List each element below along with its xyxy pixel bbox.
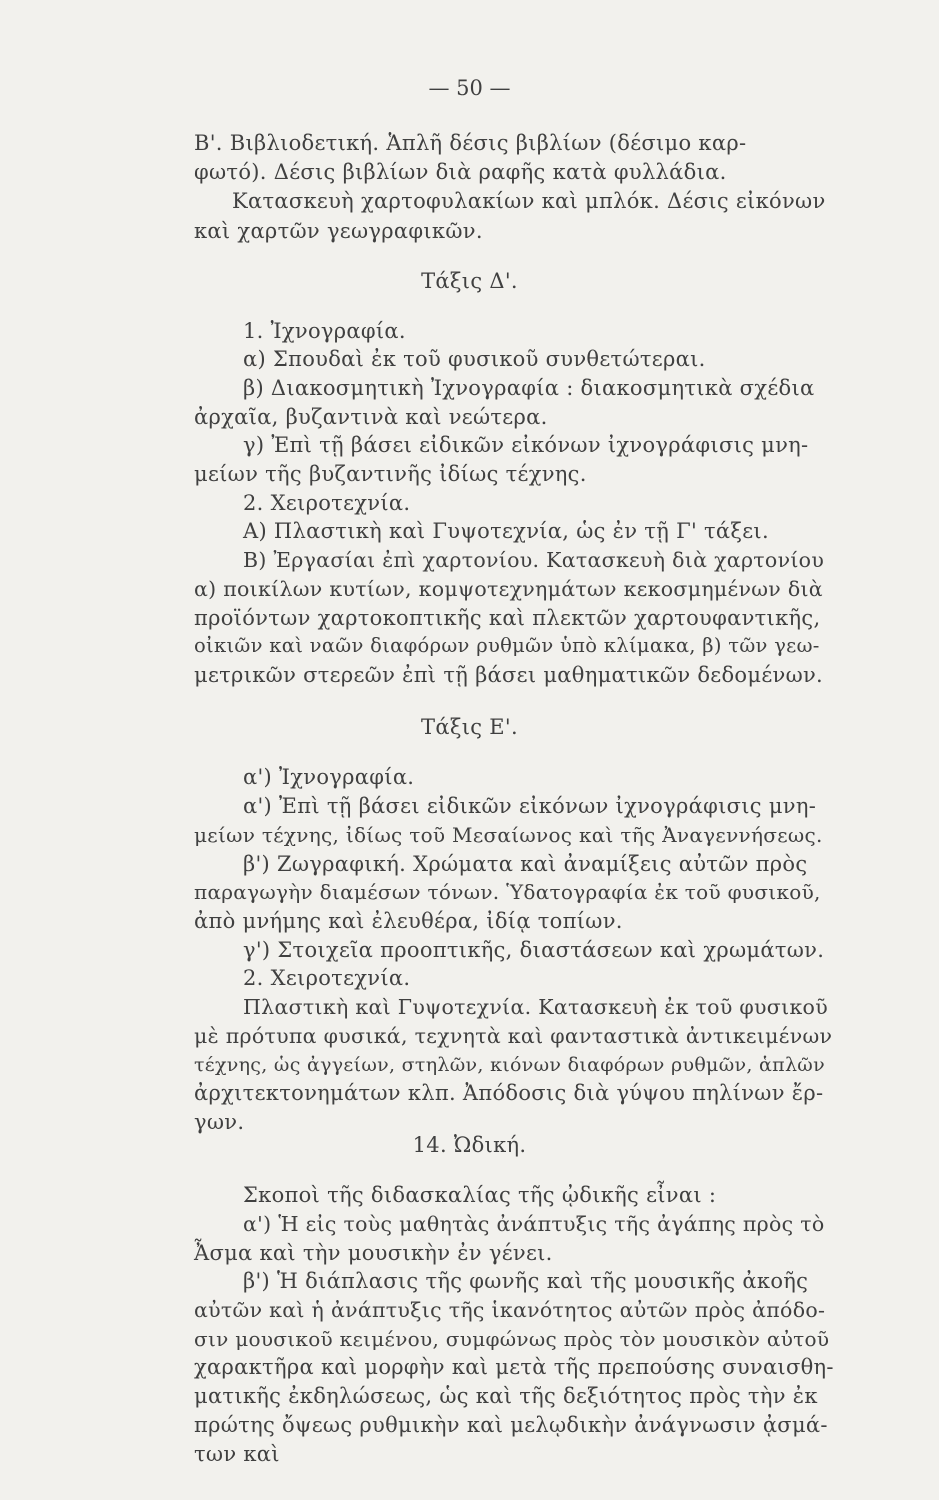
- text-line: τέχνης, ὡς ἀγγείων, στηλῶν, κιόνων διαφόρων ρυθμῶν, ἁπλῶν: [194, 1054, 825, 1076]
- text-line: α) Σπουδαὶ ἐκ τοῦ φυσικοῦ συνθετώτεραι.: [243, 347, 706, 371]
- text-line: Ἆσμα καὶ τὴν μουσικὴν ἐν γένει.: [194, 1241, 553, 1265]
- text-line: ἀπὸ μνήμης καὶ ἐλευθέρα, ἰδίᾳ τοπίων.: [194, 909, 623, 933]
- text-line: οἰκιῶν καὶ ναῶν διαφόρων ρυθμῶν ὑπὸ κλίμακα, β) τῶν γεω-: [194, 634, 820, 657]
- text-line: α') Ἡ εἰς τοὺς μαθητὰς ἀνάπτυξις τῆς ἀγάπης πρὸς τὸ: [243, 1212, 825, 1236]
- text-line: Πλαστικὴ καὶ Γυψοτεχνία. Κατασκευὴ ἐκ τοῦ φυσικοῦ: [243, 995, 828, 1019]
- text-line: α') Ἰχνογραφία.: [243, 765, 415, 789]
- text-line: ἀρχιτεκτονημάτων κλπ. Ἀπόδοσις διὰ γύψου πηλίνων ἔρ-: [194, 1081, 824, 1105]
- text-line: προϊόντων χαρτοκοπτικῆς καὶ πλεκτῶν χαρτουφαντικῆς,: [194, 606, 821, 630]
- text-line: γ') Στοιχεῖα προοπτικῆς, διαστάσεων καὶ χρωμάτων.: [243, 938, 825, 962]
- text-line: μετρικῶν στερεῶν ἐπὶ τῇ βάσει μαθηματικῶν δεδομένων.: [194, 663, 824, 687]
- text-line: α') Ἐπὶ τῇ βάσει εἰδικῶν εἰκόνων ἰχνογράφισις μνη-: [243, 794, 817, 818]
- text-line: πρώτης ὄψεως ρυθμικὴν καὶ μελῳδικὴν ἀνάγνωσιν ᾀσμά-: [194, 1413, 828, 1437]
- text-line: αὐτῶν καὶ ἡ ἀνάπτυξις τῆς ἱκανότητος αὐτῶν πρὸς ἀπόδο-: [194, 1298, 826, 1322]
- text-line: γ) Ἐπὶ τῇ βάσει εἰδικῶν εἰκόνων ἰχνογράφισις μνη-: [243, 433, 809, 457]
- text-line: ἀρχαῖα, βυζαντινὰ καὶ νεώτερα.: [194, 405, 548, 429]
- text-line: σιν μουσικοῦ κειμένου, συμφώνως πρὸς τὸν μουσικὸν αὐτοῦ: [194, 1327, 830, 1351]
- text-line: καὶ χαρτῶν γεωγραφικῶν.: [194, 219, 483, 243]
- text-line: Β) Ἐργασίαι ἐπὶ χαρτονίου. Κατασκευὴ διὰ χαρτονίου: [243, 548, 825, 572]
- text-line: Α) Πλαστικὴ καὶ Γυψοτεχνία, ὡς ἐν τῇ Γ' τάξει.: [243, 519, 769, 543]
- text-line: β') Ζωγραφική. Χρώματα καὶ ἀναμίξεις αὐτῶν πρὸς: [243, 852, 808, 876]
- page-number: — 50 —: [428, 76, 511, 100]
- text-line: μὲ πρότυπα φυσικά, τεχνητὰ καὶ φανταστικὰ ἀντικειμένων: [194, 1024, 833, 1048]
- section-heading-tax-d: Τάξις Δ'.: [421, 269, 518, 293]
- text-line: Σκοποὶ τῆς διδασκαλίας τῆς ᾠδικῆς εἶναι :: [243, 1183, 717, 1207]
- text-line: 2. Χειροτεχνία.: [243, 966, 411, 990]
- text-line: παραγωγὴν διαμέσων τόνων. Ὑδατογραφία ἐκ τοῦ φυσικοῦ,: [194, 880, 821, 904]
- text-line: β') Ἡ διάπλασις τῆς φωνῆς καὶ τῆς μουσικῆς ἀκοῆς: [243, 1269, 809, 1293]
- text-line: γων.: [194, 1110, 245, 1134]
- text-line: 1. Ἰχνογραφία.: [243, 319, 406, 343]
- text-line: ματικῆς ἐκδηλώσεως, ὡς καὶ τῆς δεξιότητος πρὸς τὴν ἐκ: [194, 1384, 818, 1408]
- text-line: των καὶ: [194, 1442, 280, 1466]
- text-line: β) Διακοσμητικὴ Ἰχνογραφία : διακοσμητικὰ σχέδια: [243, 376, 815, 400]
- text-line: Β'. Βιβλιοδετική. Ἁπλῆ δέσις βιβλίων (δέσιμο καρ-: [194, 131, 747, 155]
- text-line: μείων τῆς βυζαντινῆς ἰδίως τέχνης.: [194, 462, 587, 486]
- text-line: Κατασκευὴ χαρτοφυλακίων καὶ μπλόκ. Δέσις εἰκόνων: [232, 189, 826, 213]
- section-heading-odiki: 14. Ὠδική.: [412, 1133, 527, 1157]
- text-line: α) ποικίλων κυτίων, κομψοτεχνημάτων κεκοσμημένων διὰ: [194, 577, 823, 601]
- text-line: 2. Χειροτεχνία.: [243, 491, 411, 515]
- section-heading-tax-e: Τάξις Ε'.: [421, 715, 518, 739]
- text-line: φωτό). Δέσις βιβλίων διὰ ραφῆς κατὰ φυλλάδια.: [194, 160, 727, 184]
- text-line: μείων τέχνης, ἰδίως τοῦ Μεσαίωνος καὶ τῆς Ἀναγεννήσεως.: [194, 823, 823, 847]
- text-line: χαρακτῆρα καὶ μορφὴν καὶ μετὰ τῆς πρεπούσης συναισθη-: [194, 1355, 834, 1379]
